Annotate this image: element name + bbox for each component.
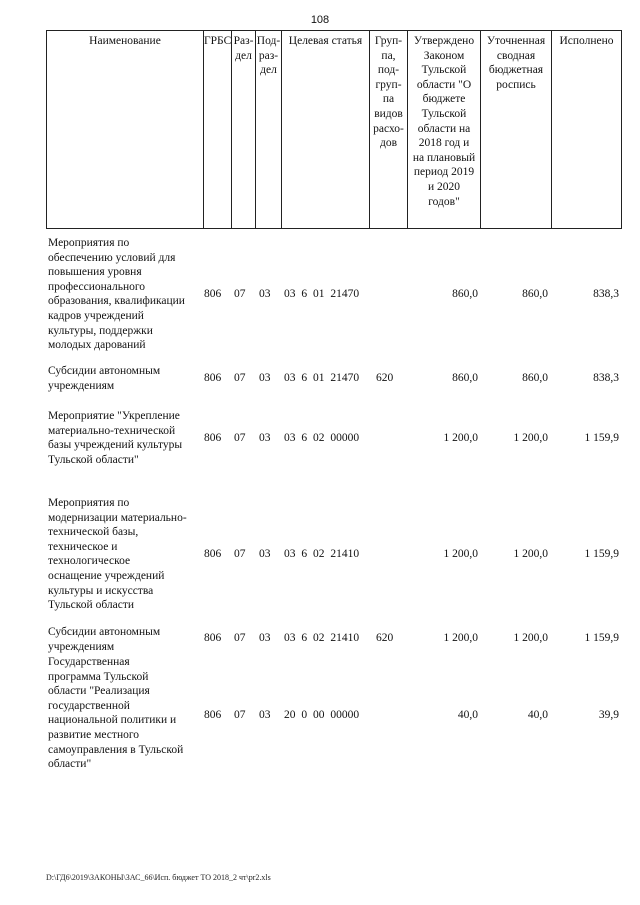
row-utochnennaya: 1 200,0 [513, 432, 548, 444]
col-header-utverzhdeno: Утверждено Законом Тульской области "О бюджете Тульской области на 2018 год и на плановый период 2019 и 2020 годов" [407, 31, 480, 228]
table-row [46, 409, 622, 469]
row-name: Субсидии автономным учреждениям [48, 365, 161, 392]
row-tselevaya: 03 6 01 21470 [284, 288, 360, 300]
page-number: 108 [310, 14, 330, 26]
row-name: Мероприятия по обеспечению условий для повышения уровня профессионального образования, квалификации кадров учреждений культуры, поддержки молодых дарований [48, 237, 185, 352]
table-row [46, 236, 622, 356]
table-row [46, 496, 622, 616]
row-podrazdel: 03 [259, 632, 271, 644]
col-header-razdel: Раз- дел [231, 31, 255, 228]
row-ispolneno: 39,9 [598, 709, 619, 721]
table-row [46, 364, 622, 398]
row-grbs: 806 [204, 632, 222, 644]
row-grbs: 806 [204, 372, 222, 384]
col-header-name: Наименование [89, 35, 161, 47]
table-row [46, 655, 622, 775]
row-name: Государственная программа Тульской области "Реализация государственной национальной политики и развитие местного самоуправления в Тульской области" [48, 656, 184, 771]
row-grbs: 806 [204, 709, 222, 721]
row-utochnennaya: 1 200,0 [513, 548, 548, 560]
row-utverzhdeno: 1 200,0 [443, 432, 478, 444]
table-row [46, 625, 622, 659]
col-header-ispolneno: Исполнено [551, 31, 621, 228]
row-podrazdel: 03 [259, 709, 271, 721]
row-ispolneno: 1 159,9 [584, 548, 619, 560]
row-name: Субсидии автономным учреждениям [48, 626, 161, 653]
file-path-footer: D:\ГД6\2019\ЗАКОНЫ\ЗАС_66\Исп. бюджет ТО 2018_2 чт\pr2.xls [46, 873, 271, 882]
col-header-grbs: ГРБС [203, 31, 231, 228]
row-podrazdel: 03 [259, 548, 271, 560]
row-grbs: 806 [204, 548, 222, 560]
row-razdel: 07 [234, 372, 246, 384]
row-razdel: 07 [234, 288, 246, 300]
row-podrazdel: 03 [259, 288, 271, 300]
row-ispolneno: 1 159,9 [584, 632, 619, 644]
row-name: Мероприятие "Укрепление материально-технической базы учреждений культуры Тульской области" [48, 410, 183, 466]
col-header-utochnennaya: Уточненная сводная бюджетная роспись [480, 31, 551, 228]
row-gruppa: 620 [376, 372, 394, 384]
row-utochnennaya: 860,0 [522, 288, 548, 300]
row-razdel: 07 [234, 632, 246, 644]
row-ispolneno: 838,3 [593, 288, 619, 300]
row-ispolneno: 838,3 [593, 372, 619, 384]
row-ispolneno: 1 159,9 [584, 432, 619, 444]
col-header-gruppa: Груп- па, под- груп- па видов расхо- дов [369, 31, 407, 228]
row-razdel: 07 [234, 548, 246, 560]
row-podrazdel: 03 [259, 432, 271, 444]
row-utverzhdeno: 860,0 [452, 372, 478, 384]
row-utochnennaya: 40,0 [527, 709, 548, 721]
row-utverzhdeno: 1 200,0 [443, 632, 478, 644]
row-utverzhdeno: 1 200,0 [443, 548, 478, 560]
table-header [46, 30, 622, 229]
row-name: Мероприятия по модернизации материально- технической базы, техническое и технологическое оснащение учреждений культуры и искусства Тульской области [48, 497, 187, 612]
row-grbs: 806 [204, 288, 222, 300]
row-tselevaya: 20 0 00 00000 [284, 709, 360, 721]
row-utverzhdeno: 860,0 [452, 288, 478, 300]
row-tselevaya: 03 6 02 21410 [284, 548, 360, 560]
row-grbs: 806 [204, 432, 222, 444]
row-utverzhdeno: 40,0 [457, 709, 478, 721]
col-header-tselevaya: Целевая статья [281, 31, 369, 228]
row-tselevaya: 03 6 02 00000 [284, 432, 360, 444]
row-podrazdel: 03 [259, 372, 271, 384]
row-gruppa: 620 [376, 632, 394, 644]
row-tselevaya: 03 6 01 21470 [284, 372, 360, 384]
row-utochnennaya: 1 200,0 [513, 632, 548, 644]
row-tselevaya: 03 6 02 21410 [284, 632, 360, 644]
row-razdel: 07 [234, 432, 246, 444]
col-header-podrazdel: Под- раз- дел [255, 31, 281, 228]
row-razdel: 07 [234, 709, 246, 721]
row-utochnennaya: 860,0 [522, 372, 548, 384]
